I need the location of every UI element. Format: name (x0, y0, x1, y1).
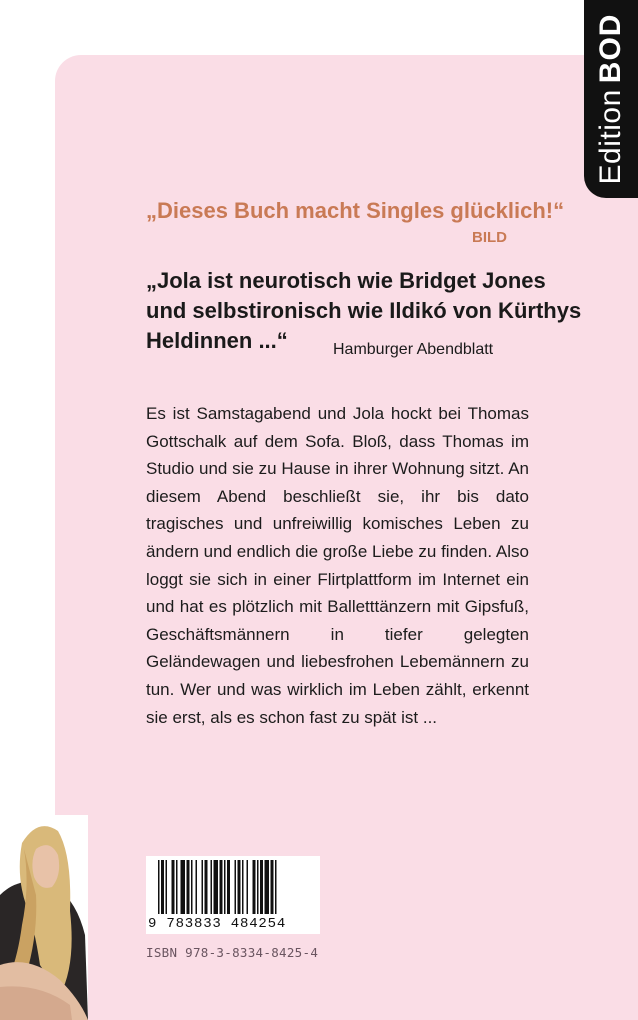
barcode-bar (202, 860, 204, 914)
barcode-bar (271, 860, 274, 914)
barcode-bar (187, 860, 190, 914)
isbn-number: ISBN 978-3-8334-8425-4 (146, 945, 319, 960)
barcode-bar (257, 860, 259, 914)
barcode-bar (211, 860, 213, 914)
barcode-bar (265, 860, 270, 914)
publisher-logo-mark: BOD (594, 13, 627, 84)
barcode-bar (205, 860, 208, 914)
barcode-bar (235, 860, 237, 914)
barcode-bar (242, 860, 244, 914)
barcode-bar (253, 860, 256, 914)
barcode-bar (224, 860, 226, 914)
barcode-bar (191, 860, 193, 914)
barcode-bar (247, 860, 249, 914)
review-quote-1: „Dieses Buch macht Singles glücklich!“ (146, 198, 565, 223)
barcode-bar (172, 860, 175, 914)
publisher-word: Edition (594, 89, 627, 185)
barcode-bar (158, 860, 160, 914)
review-quote-2: „Jola ist neurotisch wie Bridget Jones und selbstironisch wie Ildikó von Kürthys Heldinnen ...“ (146, 268, 582, 353)
barcode-bars (158, 860, 312, 914)
barcode-bar (260, 860, 263, 914)
barcode-bar (220, 860, 223, 914)
barcode-digits: 9 783833 484254 (148, 916, 287, 932)
barcode-bar (227, 860, 230, 914)
book-blurb: Es ist Samstagabend und Jola hockt bei Thomas Gottschalk auf dem Sofa. Bloß, dass Thomas im Studio und sie zu Hause in ihrer Wohnung sitzt. An diesem Abend beschließt sie, ihr bis dato tragisches und unfreiwillig komisches Leben zu ändern und endlich die große Liebe zu finden. Also loggt sie sich in einer Flirtplattform im Internet ein und hat es plötzlich mit Balletttänzern mit Gipsfuß, Geschäftsmännern in tiefer gelegten Geländewagen und liebesfrohen Lebemännern zu tun. Wer und was wirklich im Leben zählt, erkennt sie erst, als es schon fast zu spät ist ... (146, 404, 529, 727)
publisher-logo (594, 14, 628, 185)
barcode-bar (238, 860, 241, 914)
barcode-bar (196, 860, 198, 914)
publisher-tab (584, 0, 638, 198)
review-source-2: Hamburger Abendblatt (333, 341, 494, 358)
barcode-bar (166, 860, 168, 914)
barcode-bar (176, 860, 178, 914)
barcode-bar (214, 860, 219, 914)
review-source-1: BILD (472, 229, 507, 246)
barcode (146, 856, 320, 934)
barcode-bar (161, 860, 164, 914)
barcode-bar (275, 860, 277, 914)
barcode-bar (181, 860, 186, 914)
author-photo (0, 815, 88, 1020)
